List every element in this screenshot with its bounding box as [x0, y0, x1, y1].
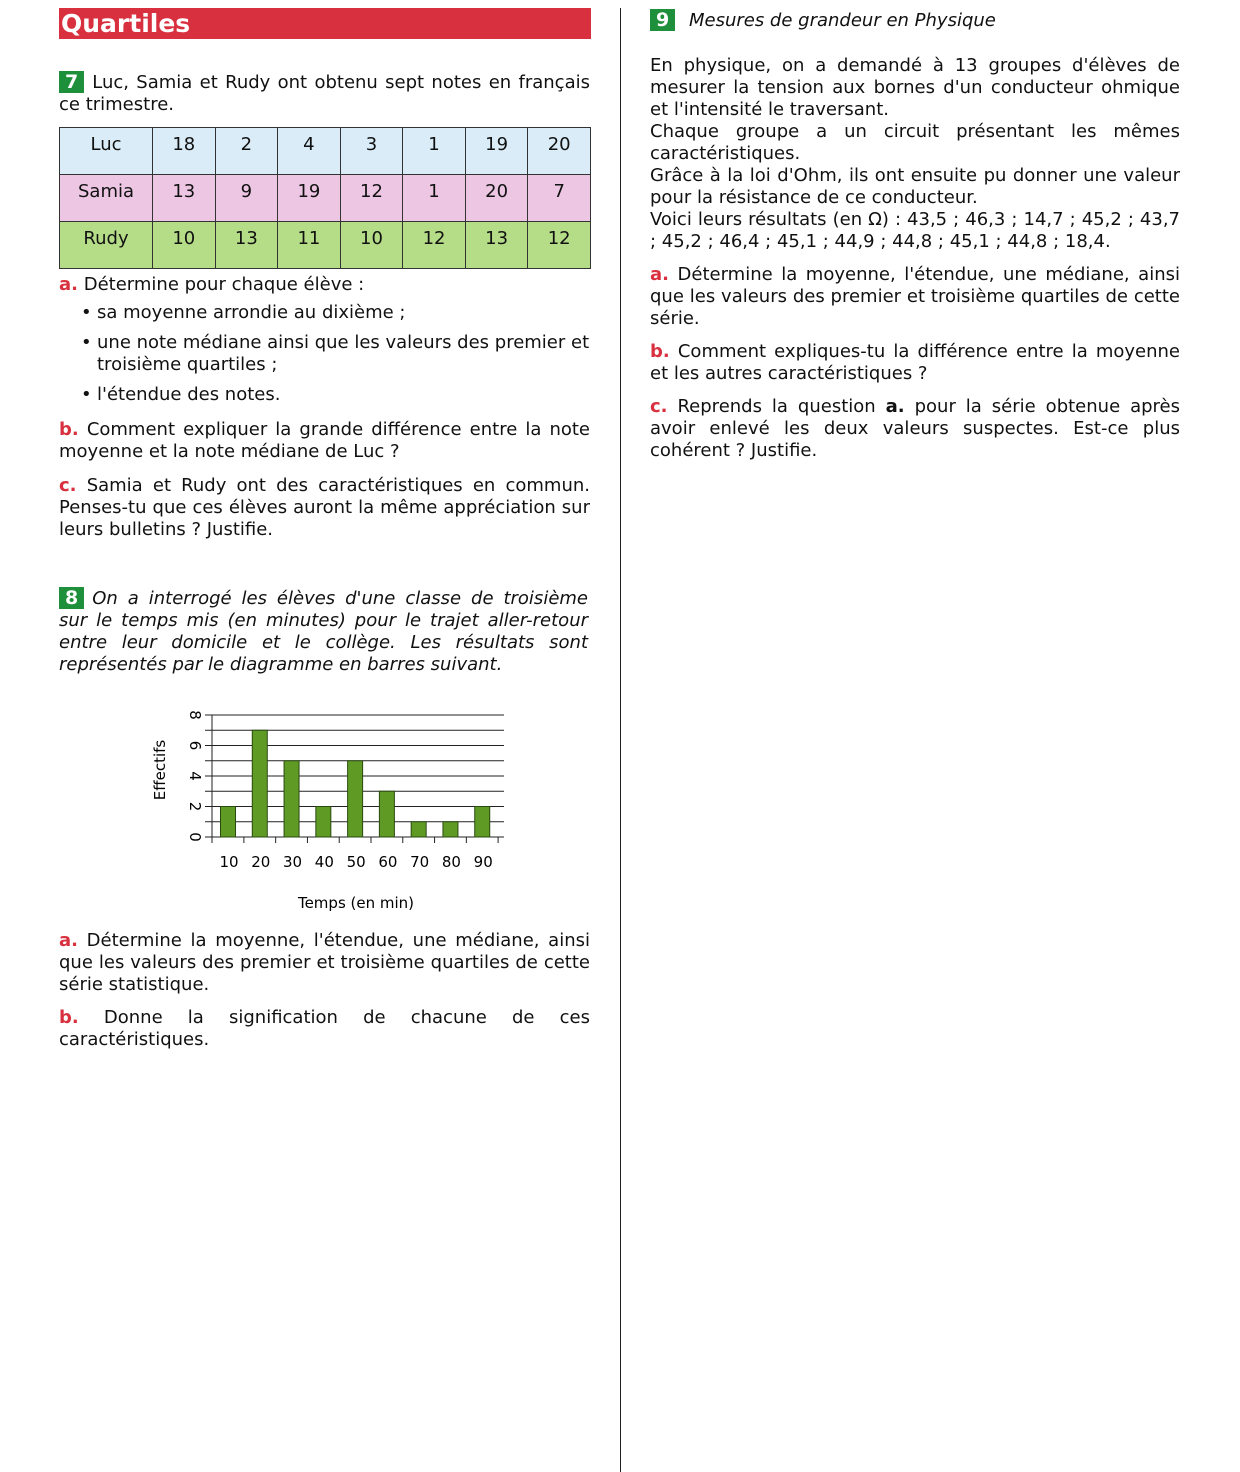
question-text: pour la série obtenue après avoir enlevé les deux valeurs suspectes. Est-ce plus cohérent ? Justifie. [650, 396, 1181, 461]
chart-y-tick-label: 2 [186, 801, 204, 812]
exercise-9-header [650, 9, 1180, 32]
exercise-8-number: 8 [59, 587, 84, 609]
question-text: Samia et Rudy ont des caractéristiques en commun. Penses-tu que ces élèves auront la même appréciation sur leurs bulletins ? Justifie. [59, 475, 590, 540]
exercise-9-intro-4: Voici leurs résultats (en Ω) : 43,5 ; 46,3 ; 14,7 ; 45,2 ; 43,7 ; 45,2 ; 46,4 ; 45,1 ; 44,9 ; 44,8 ; 45,1 ; 44,8 ; 18,4. [650, 209, 1180, 252]
chart-y-ticks [186, 710, 204, 842]
chart-bars [221, 730, 490, 837]
exercise-8-questions [59, 930, 590, 1051]
table-cell: 12 [528, 222, 591, 269]
chart-bar [475, 807, 490, 838]
question-ref: a. [885, 396, 905, 417]
table-cell: 19 [465, 128, 528, 175]
chart-bar [348, 761, 363, 837]
table-cell: 13 [465, 222, 528, 269]
chart-bar [221, 807, 236, 838]
section-title: Quartiles [59, 8, 591, 39]
table-cell: 10 [340, 222, 403, 269]
question-7a [59, 274, 590, 296]
exercise-7-number: 7 [59, 71, 84, 93]
chart-bar [284, 761, 299, 837]
chart-bar [443, 822, 458, 837]
question-text: Comment expliques-tu la différence entre la moyenne et les autres caractéristiques ? [650, 341, 1181, 384]
table-cell: 12 [340, 175, 403, 222]
question-text: Détermine pour chaque élève : [83, 274, 365, 295]
chart-y-tick-label: 0 [186, 832, 204, 842]
table-cell: 3 [340, 128, 403, 175]
chart-y-tick-label: 6 [186, 740, 204, 751]
question-7c [59, 475, 590, 541]
chart-x-tick-label: 20 [251, 853, 271, 871]
grades-table [59, 127, 591, 269]
chart-x-tick-label: 70 [410, 853, 430, 871]
question-9c [650, 396, 1180, 462]
chart-x-tick-label: 80 [441, 853, 461, 871]
list-item-text: une note médiane ainsi que les valeurs des premier et troisième quartiles ; [97, 332, 590, 375]
list-item [59, 384, 590, 406]
chart-x-label: Temps (en min) [297, 894, 415, 912]
table-cell: 4 [278, 128, 341, 175]
bullet-icon: • [81, 384, 92, 405]
question-text: Détermine la moyenne, l'étendue, une médiane, ainsi que les valeurs des premier et troisième quartiles de cette série statistique. [59, 930, 590, 995]
chart-x-tick-label: 30 [283, 853, 303, 871]
question-7b [59, 419, 590, 463]
bullet-list [59, 302, 590, 406]
chart-x-ticks [219, 837, 498, 871]
column-divider [620, 8, 621, 1472]
table-row-samia [60, 175, 591, 222]
question-text: Comment expliquer la grande différence entre la note moyenne et la note médiane de Luc ? [59, 419, 590, 462]
list-item-text: l'étendue des notes. [97, 384, 281, 405]
exercise-9-intro-2: Chaque groupe a un circuit présentant les mêmes caractéristiques. [650, 121, 1180, 164]
list-item [59, 302, 590, 324]
table-cell: 1 [403, 175, 466, 222]
table-cell: 18 [153, 128, 216, 175]
exercise-7-intro [59, 71, 590, 116]
chart-y-tick-label: 8 [186, 710, 204, 720]
question-label: a. [650, 264, 669, 285]
table-cell: 12 [403, 222, 466, 269]
chart-x-tick-label: 60 [378, 853, 398, 871]
question-label: b. [59, 419, 79, 440]
table-cell-name: Samia [60, 175, 153, 222]
exercise-8-intro-text: On a interrogé les élèves d'une classe de troisième sur le temps mis (en minutes) pour le trajet aller-retour entre leur domicile et le collège. Les résultats sont représentés par le diagramme en barres suivant. [59, 588, 588, 675]
table-cell: 1 [403, 128, 466, 175]
bar-chart [140, 700, 520, 920]
exercise-9-body [650, 55, 1180, 462]
chart-x-tick-label: 90 [473, 853, 493, 871]
table-cell: 11 [278, 222, 341, 269]
chart-x-tick-label: 50 [346, 853, 366, 871]
exercise-7-questions [59, 274, 590, 541]
question-9b [650, 341, 1180, 385]
chart-y-tick-label: 4 [186, 771, 204, 781]
question-text: Reprends la question [677, 396, 876, 417]
exercise-9-title: Mesures de grandeur en Physique [688, 10, 996, 31]
question-label: c. [650, 396, 668, 417]
question-label: b. [59, 1007, 79, 1028]
chart-x-tick-label: 40 [314, 853, 334, 871]
bullet-icon: • [81, 302, 92, 323]
table-cell: 20 [465, 175, 528, 222]
chart-y-label: Effectifs [151, 739, 169, 801]
chart-bar [252, 730, 267, 837]
table-row-rudy [60, 222, 591, 269]
table-cell: 13 [215, 222, 278, 269]
exercise-9-number: 9 [650, 9, 675, 31]
question-8a [59, 930, 590, 996]
table-cell: 10 [153, 222, 216, 269]
table-cell: 13 [153, 175, 216, 222]
table-cell-name: Luc [60, 128, 153, 175]
table-cell: 19 [278, 175, 341, 222]
chart-bar [316, 807, 331, 838]
question-text: Donne la signification de chacune de ces caractéristiques. [59, 1007, 590, 1050]
question-label: c. [59, 475, 77, 496]
list-item-text: sa moyenne arrondie au dixième ; [97, 302, 406, 323]
question-label: b. [650, 341, 670, 362]
bullet-icon: • [81, 332, 92, 353]
exercise-7-intro-text: Luc, Samia et Rudy ont obtenu sept notes en français ce trimestre. [59, 72, 590, 115]
exercise-8-intro [59, 587, 588, 676]
chart-bar [379, 791, 394, 837]
chart-bar [411, 822, 426, 837]
exercise-9-intro-1: En physique, on a demandé à 13 groupes d'élèves de mesurer la tension aux bornes d'un conducteur ohmique et l'intensité le traversant. [650, 55, 1180, 120]
table-cell: 9 [215, 175, 278, 222]
question-label: a. [59, 930, 78, 951]
exercise-9-intro-3: Grâce à la loi d'Ohm, ils ont ensuite pu donner une valeur pour la résistance de ce conducteur. [650, 165, 1180, 208]
table-cell: 2 [215, 128, 278, 175]
list-item [59, 332, 590, 376]
question-text: Détermine la moyenne, l'étendue, une médiane, ainsi que les valeurs des premier et troisième quartiles de cette série. [650, 264, 1180, 329]
question-9a [650, 264, 1180, 330]
table-cell: 20 [528, 128, 591, 175]
table-row-luc [60, 128, 591, 175]
chart-x-tick-label: 10 [219, 853, 239, 871]
question-label: a. [59, 274, 78, 295]
table-cell-name: Rudy [60, 222, 153, 269]
question-8b [59, 1007, 590, 1051]
table-cell: 7 [528, 175, 591, 222]
